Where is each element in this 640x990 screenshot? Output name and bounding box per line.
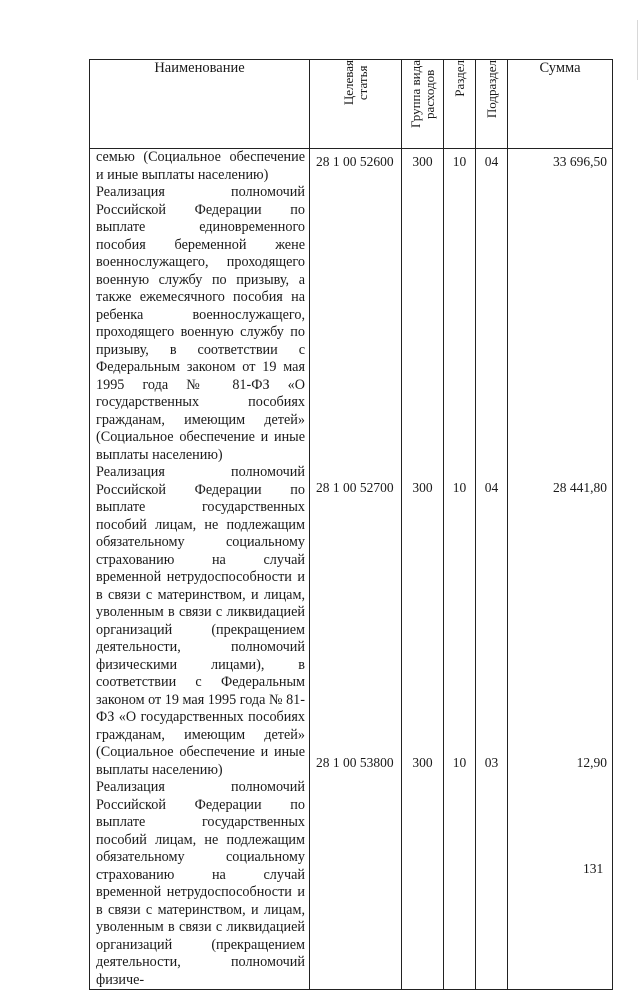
entry-subsection: 04 (484, 154, 499, 169)
entry-sum: 28 441,80 (553, 480, 607, 495)
entry-text: семью (Социальное обеспечение и иные выплаты населению) (96, 149, 305, 183)
page-number: 131 (583, 861, 604, 876)
entry-group: 300 (412, 154, 433, 169)
name-column (90, 149, 310, 990)
entry-code: 28 1 00 53800 (316, 755, 394, 770)
entry-section: 10 (452, 755, 467, 770)
entry-sum: 33 696,50 (553, 154, 607, 169)
entry-subsection: 03 (484, 755, 499, 770)
header-target-article: Целевая статья (310, 60, 402, 149)
entry-section: 10 (452, 154, 467, 169)
header-expense-group: Группа вида расходов (402, 60, 444, 149)
header-subsection: Подраздел (476, 60, 508, 149)
subsection-column (476, 149, 508, 990)
budget-table (89, 59, 613, 990)
target-article-column (310, 149, 402, 990)
page-edge-mark (637, 20, 638, 80)
entry-section: 10 (452, 480, 467, 495)
table-header-row (90, 60, 613, 149)
entry-text: Реализация полномочий Российской Федерации по выплате государственных пособий лицам, не подлежащим обязательному социальному страхованию на случай временной нетрудоспособности и в связи с материнством, и лицам, уволенным в связи с ликвидацией организаций (прекращением деятельности, полномочий физиче- (96, 779, 305, 988)
entry-code: 28 1 00 52700 (316, 480, 394, 495)
expense-group-column (402, 149, 444, 990)
entry-text: Реализация полномочий Российской Федерации по выплате единовременного пособия беременной жене военнослужащего, проходящего военную службу по призыву, а также ежемесячного пособия на ребенка военнослужащего, проходящего военную службу по призыву, в соответствии с Федеральным законом от 19 мая 1995 года № 81-ФЗ «О государственных пособиях гражданам, имеющим детей» (Социальное обеспечение и иные выплаты населению) (96, 184, 305, 463)
entry-text: Реализация полномочий Российской Федерации по выплате государственных пособий лицам, не подлежащим обязательному социальному страхованию на случай временной нетрудоспособности и в связи с материнством, и лицам, уволенным в связи с ликвидацией организаций (прекращением деятельности, полномочий физическими лицами), в соответствии с Федеральным законом от 19 мая 1995 года № 81-ФЗ «О государственных пособиях гражданам, имеющим детей» (Социальное обеспечение и иные выплаты населению) (96, 464, 305, 778)
table-body-row (90, 149, 613, 990)
header-section: Раздел (444, 60, 476, 149)
header-sum: Сумма (508, 60, 613, 149)
entry-subsection: 04 (484, 480, 499, 495)
entry-sum: 12,90 (576, 755, 607, 770)
entry-group: 300 (412, 480, 433, 495)
header-name: Наименование (90, 60, 310, 149)
entry-code: 28 1 00 52600 (316, 154, 394, 169)
section-column (444, 149, 476, 990)
entry-group: 300 (412, 755, 433, 770)
